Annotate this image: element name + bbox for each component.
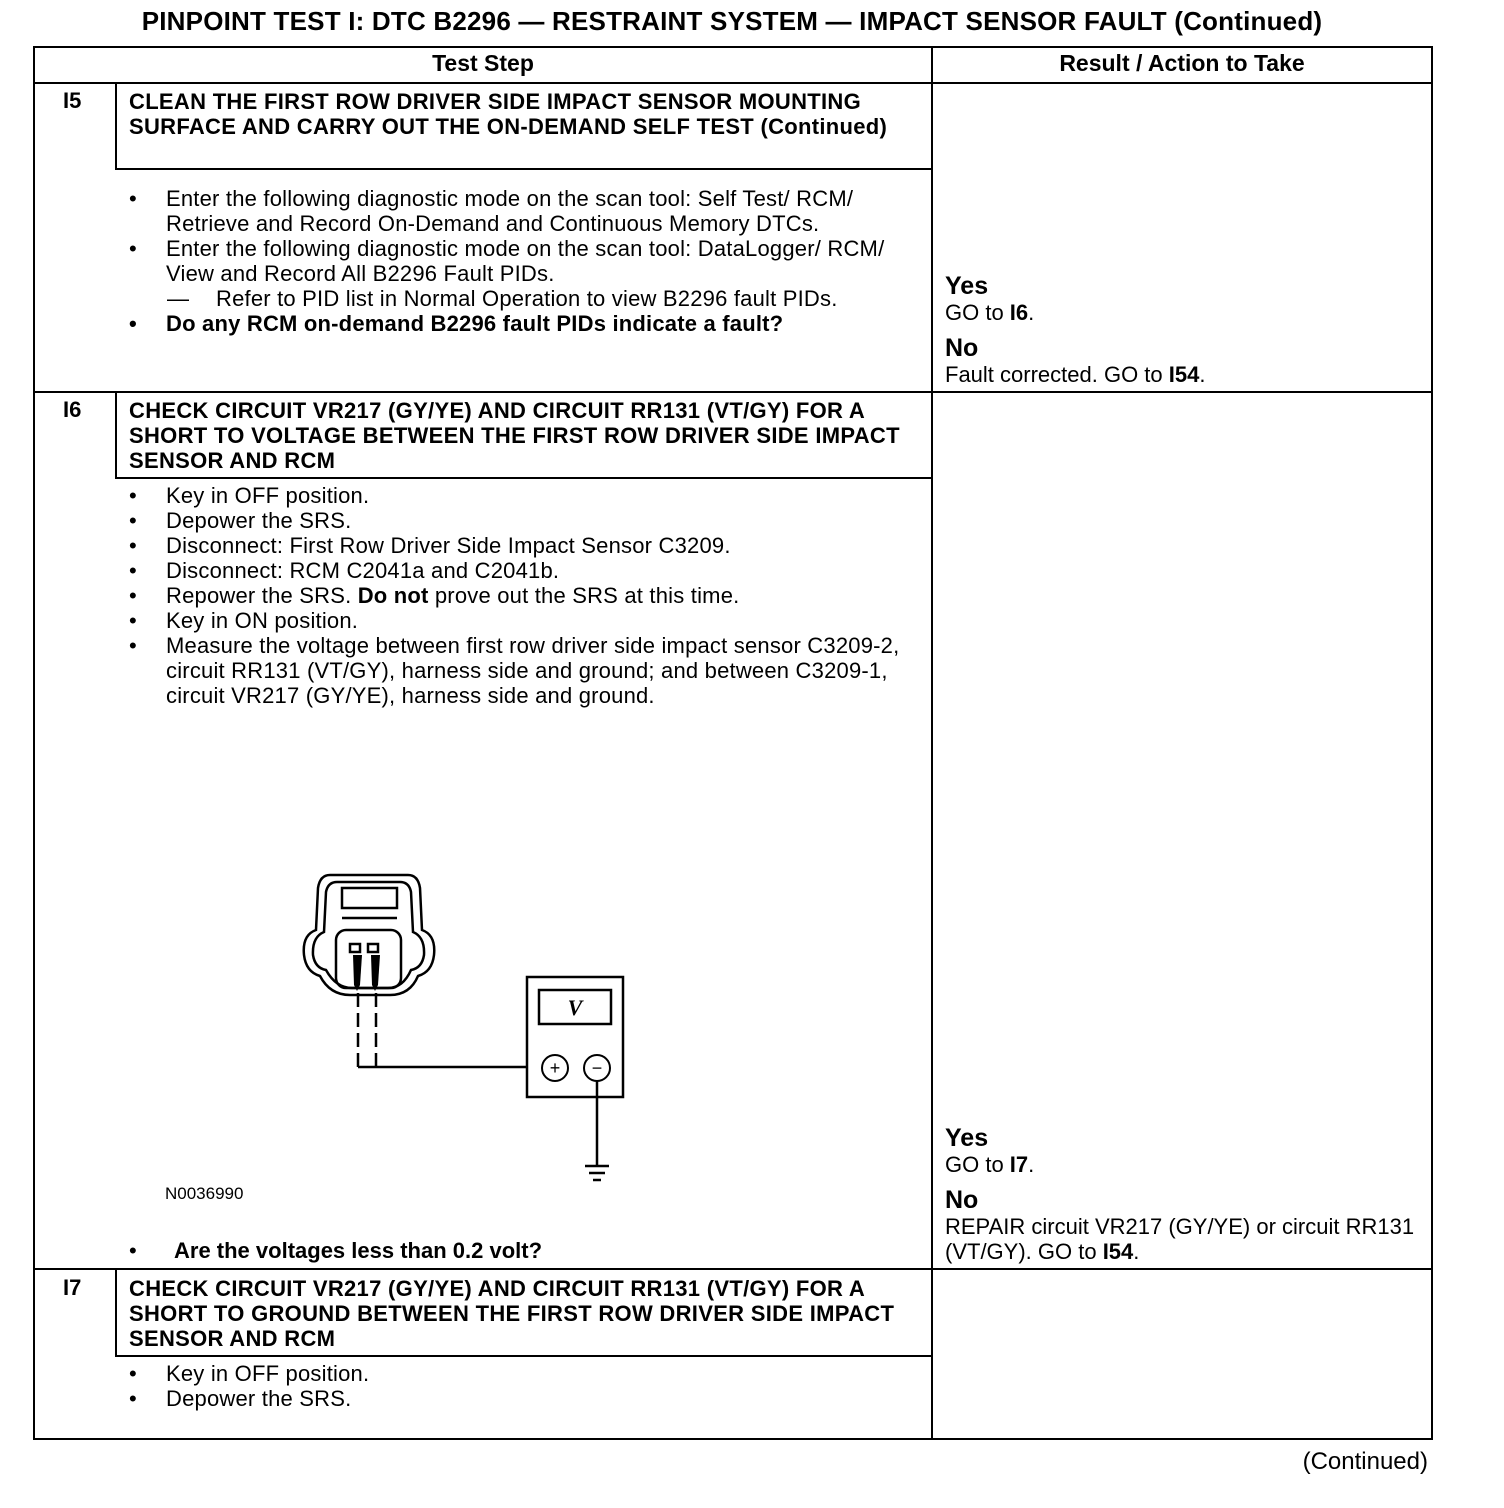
- column-header-step: Test Step: [432, 50, 534, 76]
- question-text: Are the voltages less than 0.2 volt?: [174, 1238, 543, 1263]
- step-instructions: [129, 1361, 919, 1411]
- column-header-result: Result / Action to Take: [1059, 50, 1305, 76]
- positive-terminal-label: +: [549, 1058, 561, 1078]
- yes-action: GO to I7.: [945, 1152, 1035, 1177]
- no-action-text: REPAIR circuit VR217 (GY/YE) or circuit RR131 (VT/GY). GO to: [945, 1214, 1415, 1264]
- no-label: No: [945, 334, 979, 362]
- yes-action-text: GO to: [945, 300, 1010, 325]
- instruction-subitem: — Refer to PID list in Normal Operation to view B2296 fault PIDs.: [129, 286, 919, 311]
- step-id-divider: [115, 391, 117, 479]
- voltmeter-diagram: [290, 860, 650, 1190]
- instruction-item: • Disconnect: RCM C2041a and C2041b.: [129, 558, 919, 583]
- continued-note: (Continued): [1302, 1448, 1428, 1475]
- instruction-item: • Key in ON position.: [129, 608, 919, 633]
- yes-label: Yes: [945, 1124, 989, 1152]
- step-id-divider: [115, 82, 117, 170]
- step-title: CHECK CIRCUIT VR217 (GY/YE) AND CIRCUIT RR131 (VT/GY) FOR A SHORT TO GROUND BETWEEN THE FIRST ROW DRIVER SIDE IMPACT SENSOR AND RCM: [129, 1276, 895, 1351]
- step-title: CHECK CIRCUIT VR217 (GY/YE) AND CIRCUIT RR131 (VT/GY) FOR A SHORT TO VOLTAGE BETWEEN THE FIRST ROW DRIVER SIDE IMPACT SENSOR AND RCM: [129, 398, 900, 473]
- yes-action-text: GO to: [945, 1152, 1010, 1177]
- step-title-rule: [115, 168, 931, 170]
- instruction-item: [129, 583, 919, 608]
- step-title-rule: [115, 1355, 931, 1357]
- instruction-item: • Depower the SRS.: [129, 508, 919, 533]
- instruction-item: • Measure the voltage between first row driver side impact sensor C3209-2, circuit RR131 (VT/GY), harness side and ground; and between C3209-1, circuit VR217 (GY/YE), harness side and ground.: [129, 633, 919, 708]
- goto-link[interactable]: I54: [1168, 362, 1200, 387]
- instruction-item: • Depower the SRS.: [129, 1386, 919, 1411]
- step-question: • Are the voltages less than 0.2 volt?: [129, 1238, 543, 1263]
- step-result: [945, 1124, 1425, 1264]
- goto-link[interactable]: I6: [1009, 300, 1029, 325]
- step-id: I6: [63, 397, 82, 422]
- step-id-divider: [115, 1268, 117, 1356]
- step-title: CLEAN THE FIRST ROW DRIVER SIDE IMPACT SENSOR MOUNTING SURFACE AND CARRY OUT THE ON-DEMAND SELF TEST (Continued): [129, 89, 888, 139]
- instruction-emphasis: Do not: [357, 583, 429, 608]
- instruction-text: Repower the SRS.: [166, 583, 358, 608]
- goto-link[interactable]: I7: [1009, 1152, 1029, 1177]
- no-action-text: Fault corrected. GO to: [945, 362, 1169, 387]
- ground-icon: [585, 1166, 609, 1180]
- step-id: I5: [63, 88, 82, 113]
- negative-terminal-label: −: [591, 1058, 603, 1078]
- yes-action: GO to I6.: [945, 300, 1035, 325]
- voltmeter-symbol: V: [567, 995, 583, 1020]
- row-rule: [33, 1268, 1433, 1270]
- probe-icon: [353, 955, 380, 991]
- row-rule: [33, 391, 1433, 393]
- page-title: PINPOINT TEST I: DTC B2296 — RESTRAINT SYSTEM — IMPACT SENSOR FAULT (Continued): [141, 6, 1323, 36]
- connector-icon: [304, 875, 435, 995]
- step-instructions: [129, 483, 919, 708]
- yes-label: Yes: [945, 272, 989, 300]
- instruction-item: • Disconnect: First Row Driver Side Impact Sensor C3209.: [129, 533, 919, 558]
- column-divider: [931, 46, 933, 1440]
- instruction-item: • Key in OFF position.: [129, 1361, 919, 1386]
- no-label: No: [945, 1186, 979, 1214]
- step-id: I7: [63, 1275, 82, 1300]
- instruction-item: • Enter the following diagnostic mode on the scan tool: Self Test/ RCM/ Retrieve and Record On-Demand and Continuous Memory DTCs.: [129, 186, 919, 236]
- instruction-item: • Key in OFF position.: [129, 483, 919, 508]
- instruction-text: prove out the SRS at this time.: [428, 583, 740, 608]
- no-action: Fault corrected. GO to I54.: [945, 362, 1206, 387]
- step-instructions: [129, 186, 919, 336]
- no-action: REPAIR circuit VR217 (GY/YE) or circuit RR131 (VT/GY). GO to I54.: [945, 1214, 1415, 1264]
- goto-link[interactable]: I54: [1102, 1239, 1134, 1264]
- step-question: • Do any RCM on-demand B2296 fault PIDs indicate a fault?: [129, 311, 919, 336]
- instruction-item: • Enter the following diagnostic mode on the scan tool: DataLogger/ RCM/ View and Record All B2296 Fault PIDs.: [129, 236, 919, 286]
- step-result: [945, 272, 1425, 387]
- step-title-rule: [115, 477, 931, 479]
- figure-id: N0036990: [165, 1184, 244, 1203]
- harness-wires: [358, 993, 376, 1068]
- header-rule: [33, 82, 1433, 84]
